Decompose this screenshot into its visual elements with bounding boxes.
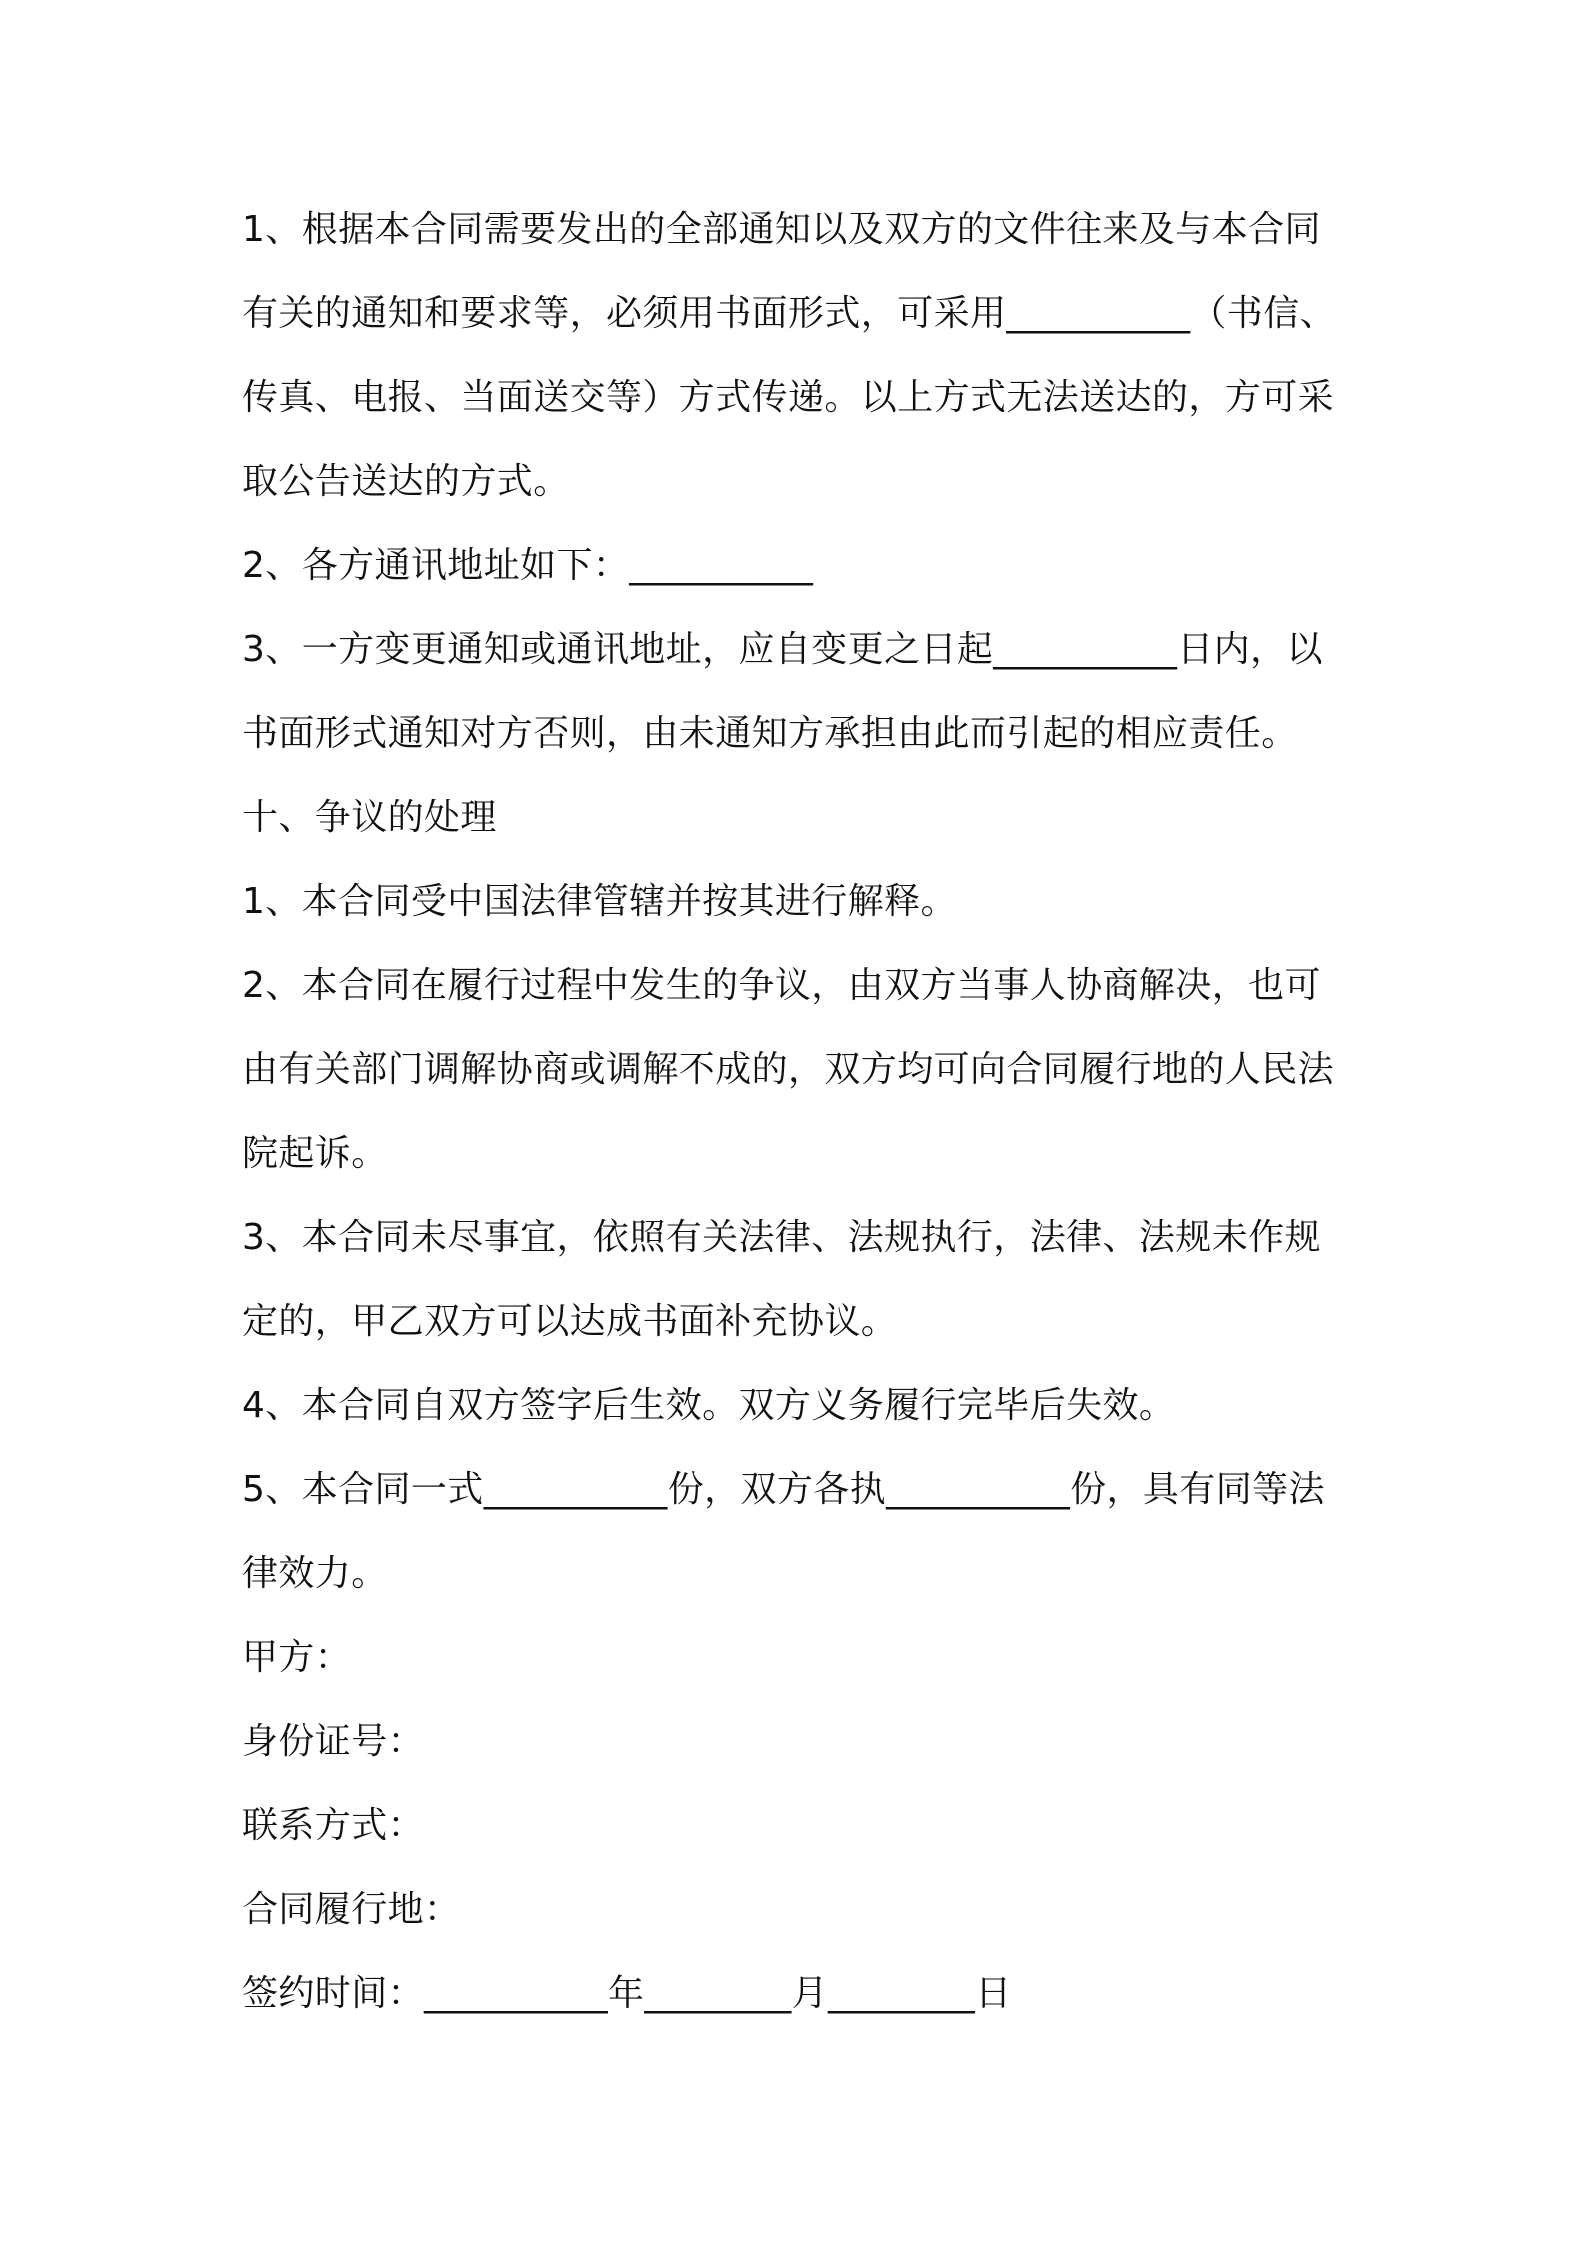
clause-9-3-line-2: 书面形式通知对方否则，由未通知方承担由此而引起的相应责任。 — [242, 713, 1298, 754]
clause-9-1-line-3: 传真、电报、当面送交等）方式传递。以上方式无法送达的，方可采 — [242, 377, 1335, 418]
clause-9-3-line-1: 3、一方变更通知或通讯地址，应自变更之日起__________日内，以 — [242, 629, 1323, 670]
clause-9-1-line-4: 取公告送达的方式。 — [242, 461, 570, 502]
signing-date-line: 签约时间：__________年________月________日 — [242, 1973, 1012, 2014]
clause-10-2-line-2: 由有关部门调解协商或调解不成的，双方均可向合同履行地的人民法 — [242, 1049, 1335, 1090]
contact-label: 联系方式： — [242, 1805, 425, 1846]
place-of-performance-label: 合同履行地： — [242, 1889, 461, 1930]
clause-10-5-line-2: 律效力。 — [242, 1553, 388, 1594]
clause-9-1-line-1: 1、根据本合同需要发出的全部通知以及双方的文件往来及与本合同 — [242, 209, 1321, 250]
clause-10-1: 1、本合同受中国法律管辖并按其进行解释。 — [242, 881, 957, 922]
clause-10-3-line-1: 3、本合同未尽事宜，依照有关法律、法规执行，法律、法规未作规 — [242, 1217, 1321, 1258]
document-body — [242, 188, 1358, 2036]
clause-10-3-line-2: 定的，甲乙双方可以达成书面补充协议。 — [242, 1301, 898, 1342]
clause-9-1-line-2: 有关的通知和要求等，必须用书面形式，可采用__________（书信、 — [242, 293, 1337, 334]
party-a-label: 甲方： — [242, 1637, 352, 1678]
clause-9-2: 2、各方通讯地址如下：__________ — [242, 545, 814, 586]
clause-10-4: 4、本合同自双方签字后生效。双方义务履行完毕后失效。 — [242, 1385, 1176, 1426]
id-number-label: 身份证号： — [242, 1721, 425, 1762]
clause-10-2-line-1: 2、本合同在履行过程中发生的争议，由双方当事人协商解决，也可 — [242, 965, 1321, 1006]
clause-10-2-line-3: 院起诉。 — [242, 1133, 388, 1174]
clause-10-5-line-1: 5、本合同一式__________份，双方各执__________份，具有同等法 — [242, 1469, 1325, 1510]
section-heading-disputes: 十、争议的处理 — [242, 797, 497, 838]
